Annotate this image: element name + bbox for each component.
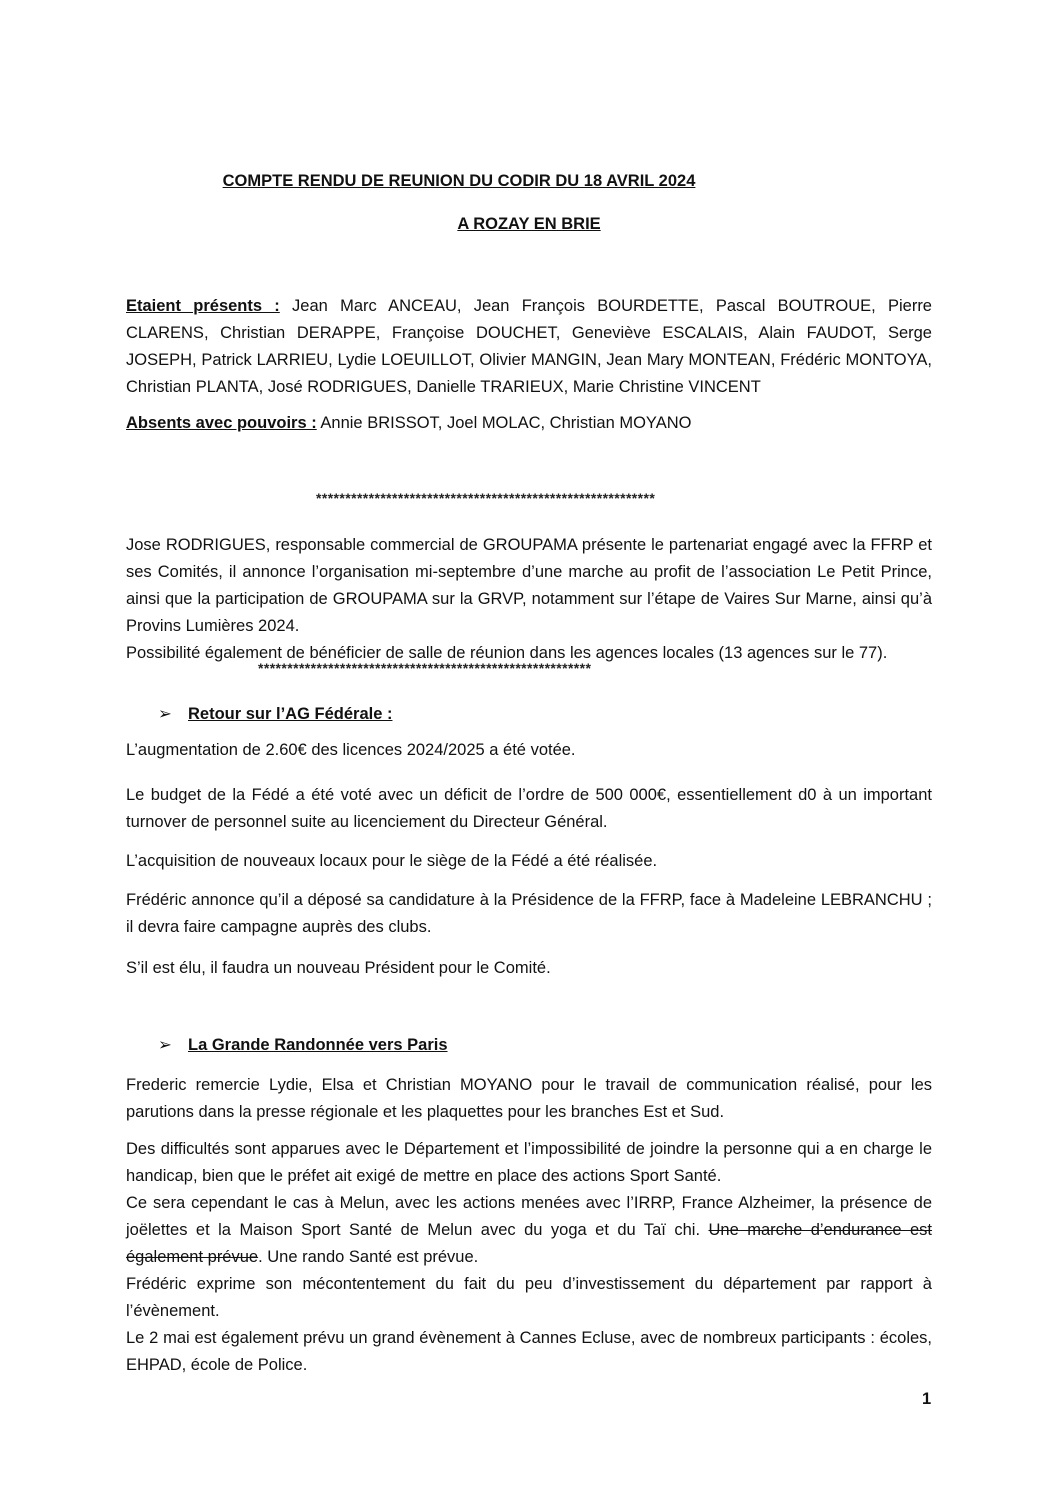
grvp-text-c: Frédéric exprime son mécontentement du fait du peu d’investissement du département par rapport à l’évènement.: [126, 1275, 932, 1320]
separator-top: **********************************************************: [316, 490, 656, 506]
grvp-text-b: Ce sera cependant le cas à Melun, avec les actions menées avec l’IRRP, France Alzheimer, la présence de joëlettes et la Maison Sport Santé de Melun avec du yoga et du Taï chi.: [126, 1194, 932, 1239]
attendees-paragraph: [126, 293, 932, 401]
ag-paragraph-5: S’il est élu, il faudra un nouveau Président pour le Comité.: [126, 959, 551, 977]
groupama-text: Jose RODRIGUES, responsable commercial de GROUPAMA présente le partenariat engagé avec la FFRP et ses Comités, il annonce l’organisation mi-septembre d’une marche au profit de l’association Le Petit Prince, ainsi que la participation de GROUPAMA sur la GRVP, notamment sur l’étape de Vaires Sur Marne, ainsi qu’à Provins Lumières 2024.: [126, 536, 932, 635]
page-number: 1: [922, 1390, 932, 1408]
document-title: COMPTE RENDU DE REUNION DU CODIR DU 18 AVRIL 2024: [222, 172, 696, 190]
arrow-bullet-icon: ➢: [158, 705, 172, 723]
section-ag-heading: [158, 704, 392, 724]
ag-paragraph-1: L’augmentation de 2.60€ des licences 2024/2025 a été votée.: [126, 741, 576, 759]
absent-names: Annie BRISSOT, Joel MOLAC, Christian MOYANO: [316, 414, 692, 432]
absent-label: Absents avec pouvoirs :: [126, 414, 317, 432]
present-names: Jean Marc ANCEAU, Jean François BOURDETTE, Pascal BOUTROUE, Pierre CLARENS, Christian DERAPPE, Françoise DOUCHET, Geneviève ESCALAIS, Alain FAUDOT, Serge JOSEPH, Patrick LARRIEU, Lydie LOEUILLOT, Olivier MANGIN, Jean Mary MONTEAN, Frédéric MONTOYA, Christian PLANTA, José RODRIGUES, Danielle TRARIEUX, Marie Christine VINCENT: [126, 297, 932, 396]
grvp-paragraph-2: [126, 1136, 932, 1379]
grvp-struck-text: Une marche d’endurance est également prévue: [126, 1221, 933, 1266]
ag-paragraph-2: Le budget de la Fédé a été voté avec un déficit de l’ordre de 500 000€, essentiellement d0 à un important turnover de personnel suite au licenciement du Directeur Général.: [126, 786, 932, 831]
grvp-text-a: Des difficultés sont apparues avec le Département et l’impossibilité de joindre la personne qui a en charge le handicap, bien que le préfet ait exigé de mettre en place des actions Sport Santé.: [126, 1140, 932, 1185]
ag-paragraph-3: L’acquisition de nouveaux locaux pour le siège de la Fédé a été réalisée.: [126, 852, 658, 870]
section-grvp-heading: [158, 1035, 448, 1055]
absentees-paragraph: [126, 410, 932, 437]
section-ag-title: Retour sur l’AG Fédérale :: [188, 705, 393, 723]
grvp-text-b-end: . Une rando Santé est prévue.: [258, 1248, 479, 1266]
separator-bottom: *********************************************************: [258, 660, 592, 676]
grvp-text-d: Le 2 mai est également prévu un grand évènement à Cannes Ecluse, avec de nombreux participants : écoles, EHPAD, école de Police.: [126, 1329, 932, 1374]
grvp-paragraph-1: Frederic remercie Lydie, Elsa et Christian MOYANO pour le travail de communication réalisé, pour les parutions dans la presse régionale et les plaquettes pour les branches Est et Sud.: [126, 1076, 932, 1121]
ag-paragraph-4: Frédéric annonce qu’il a déposé sa candidature à la Présidence de la FFRP, face à Madeleine LEBRANCHU ; il devra faire campagne auprès des clubs.: [126, 891, 932, 936]
groupama-paragraph: [126, 532, 932, 667]
document-subtitle: A ROZAY EN BRIE: [457, 215, 601, 233]
arrow-bullet-icon: ➢: [158, 1036, 172, 1054]
groupama-text-2: Possibilité également de bénéficier de salle de réunion dans les agences locales (13 agences sur le 77).: [126, 644, 888, 662]
section-grvp-title: La Grande Randonnée vers Paris: [188, 1036, 448, 1054]
present-label: Etaient présents :: [126, 297, 280, 315]
